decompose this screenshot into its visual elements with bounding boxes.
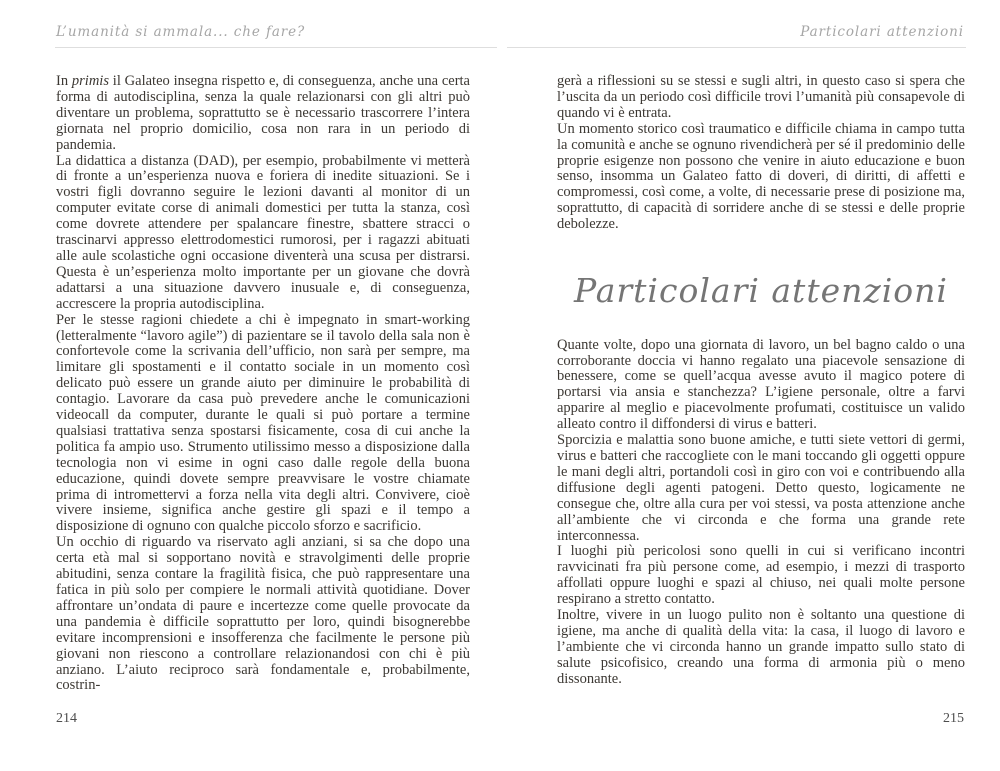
page-number-right: 215 [943, 711, 964, 726]
intro-text-after: il Galateo insegna rispetto e, di conseguenza, anche una certa forma di autodisciplina, senza la quale relazionarsi con gli altri può diventare un problema, soprattutto se è necessario trascorrere l’intera giornata nel proprio domicilio, cosa non rara in un periodo di pandemia. [56, 73, 470, 153]
paragraph-intro [56, 74, 470, 154]
paragraph: Sporcizia e malattia sono buone amiche, e tutti siete vettori di germi, virus e batteri che raccogliete con le mani toccando gli oggetti oppure le mani degli altri, portandoli così in giro con voi e contribuendo alla diffusione degli agenti patogeni. Detto questo, logicamente ne consegue che, oltre alla cura per voi stessi, va posta attenzione anche all’ambiente che vi circonda e che forma una grande rete interconnessa. [557, 432, 965, 544]
paragraph: Un occhio di riguardo va riservato agli anziani, si sa che dopo una certa età mal si sopportano novità e stravolgimenti delle proprie abitudini, senza contare la fragilità fisica, che può rappresentare una fatica in più solo per compiere le normali attività quotidiane. Dover affrontare un’ondata di paure e incertezze come quelle provocate da una pandemia è difficile soprattutto per loro, quindi bisognerebbe evitare incomprensioni e insofferenza che facilmente le persone più giovani non riescono a controllare relazionandosi con chi è più anziano. L’aiuto reciproco sarà fondamentale e, probabilmente, costrin- [56, 534, 470, 694]
paragraph: I luoghi più pericolosi sono quelli in cui si verificano incontri ravvicinati fra più persone come, ad esempio, i mezzi di trasporto affollati oppure luoghi e spazi al chiuso, nei quali molte persone respirano a stretto contatto. [557, 543, 965, 608]
running-head-right: Particolari attenzioni [800, 24, 964, 40]
page-number-left: 214 [56, 711, 77, 726]
head-rule-right [507, 47, 966, 48]
paragraph: Per le stesse ragioni chiedete a chi è impegnato in smart-working (letteralmente “lavoro agile”) di pazientare se il tavolo della sala non è confortevole come la scrivania dell’ufficio, non sarà per sempre, ma limitare gli spostamenti e il contatto sociale in un momento così delicato può essere un grande aiuto per diminuire le probabilità di contagio. Lavorare da casa può prevedere anche le comunicazioni videocall da computer, durante le quali si può portare a termine qualsiasi trattativa senza spostarsi fisicamente, cosa di cui anche la politica fa ampio uso. Strumento utilissimo messo a disposizione dalla tecnologia non vi esime in ogni caso dalle regole della buona educazione, quindi dovete sempre preavvisare le vostre chiamate prima di intromettervi a forza nella vita degli altri. Convivere, cioè vivere insieme, significa anche gestire gli spazi e il tempo a disposizione di ognuno con qualche piccolo sforzo e sacrificio. [56, 311, 470, 535]
intro-text-italic: primis [71, 73, 109, 89]
paragraph: Quante volte, dopo una giornata di lavoro, un bel bagno caldo o una corroborante doccia vi hanno regalato una piacevole sensazione di benessere, come se quell’acqua avesse avuto il magico potere di portarsi via ansia e stanchezza? L’igiene personale, oltre a farvi apparire al meglio e piacevolmente profumati, costituisce un valido alleato contro il diffondersi di virus e batteri. [557, 336, 965, 433]
paragraph: La didattica a distanza (DAD), per esempio, probabilmente vi metterà di fronte a un’esperienza nuova e foriera di inedite situazioni. Se i vostri figli dovranno seguire le lezioni davanti al monitor di un computer evitate corse di animali domestici per tutta la stanza, così come dovrete attendere per spalancare finestre, sbattere stracci o trascinarvi appresso elettrodomestici rumorosi, per i ragazzi abituati alle aule scolastiche ogni occasione diventerà una scusa per distrarsi. Questa è un’esperienza molto importante per un giovane che dovrà adattarsi a una situazione davvero inusuale e, di conseguenza, accrescere la propria autodisciplina. [56, 152, 470, 312]
paragraph: Inoltre, vivere in un luogo pulito non è soltanto una questione di igiene, ma anche di qualità della vita: la casa, il luogo di lavoro e l’ambiente che vi circonda hanno un grande impatto sullo stato di salute psicofisico, creando una forma di armonia più o meno dissonante. [557, 607, 965, 687]
page-left-body [56, 74, 470, 694]
intro-text-before: In [56, 73, 72, 89]
page-right-body [557, 74, 965, 688]
head-rule-left [55, 47, 497, 48]
chapter-title: Particolari attenzioni [574, 271, 948, 311]
paragraph: gerà a riflessioni su se stessi e sugli altri, in questo caso si spera che l’uscita da un periodo così difficile trovi l’umanità più consapevole di quando vi è entrata. [557, 73, 965, 121]
running-head-left: L’umanità si ammala... che fare? [56, 24, 306, 40]
paragraph: Un momento storico così traumatico e difficile chiama in campo tutta la comunità e anche se ognuno rivendicherà per sé il predominio delle proprie esigenze non possono che venire in aiuto educazione e buon senso, insomma un Galateo fatto di doveri, di diritti, di affetti e compromessi, così come, a volte, di necessarie prese di posizione ma, soprattutto, di capacità di sorridere anche di se stessi e delle proprie debolezze. [557, 120, 965, 233]
